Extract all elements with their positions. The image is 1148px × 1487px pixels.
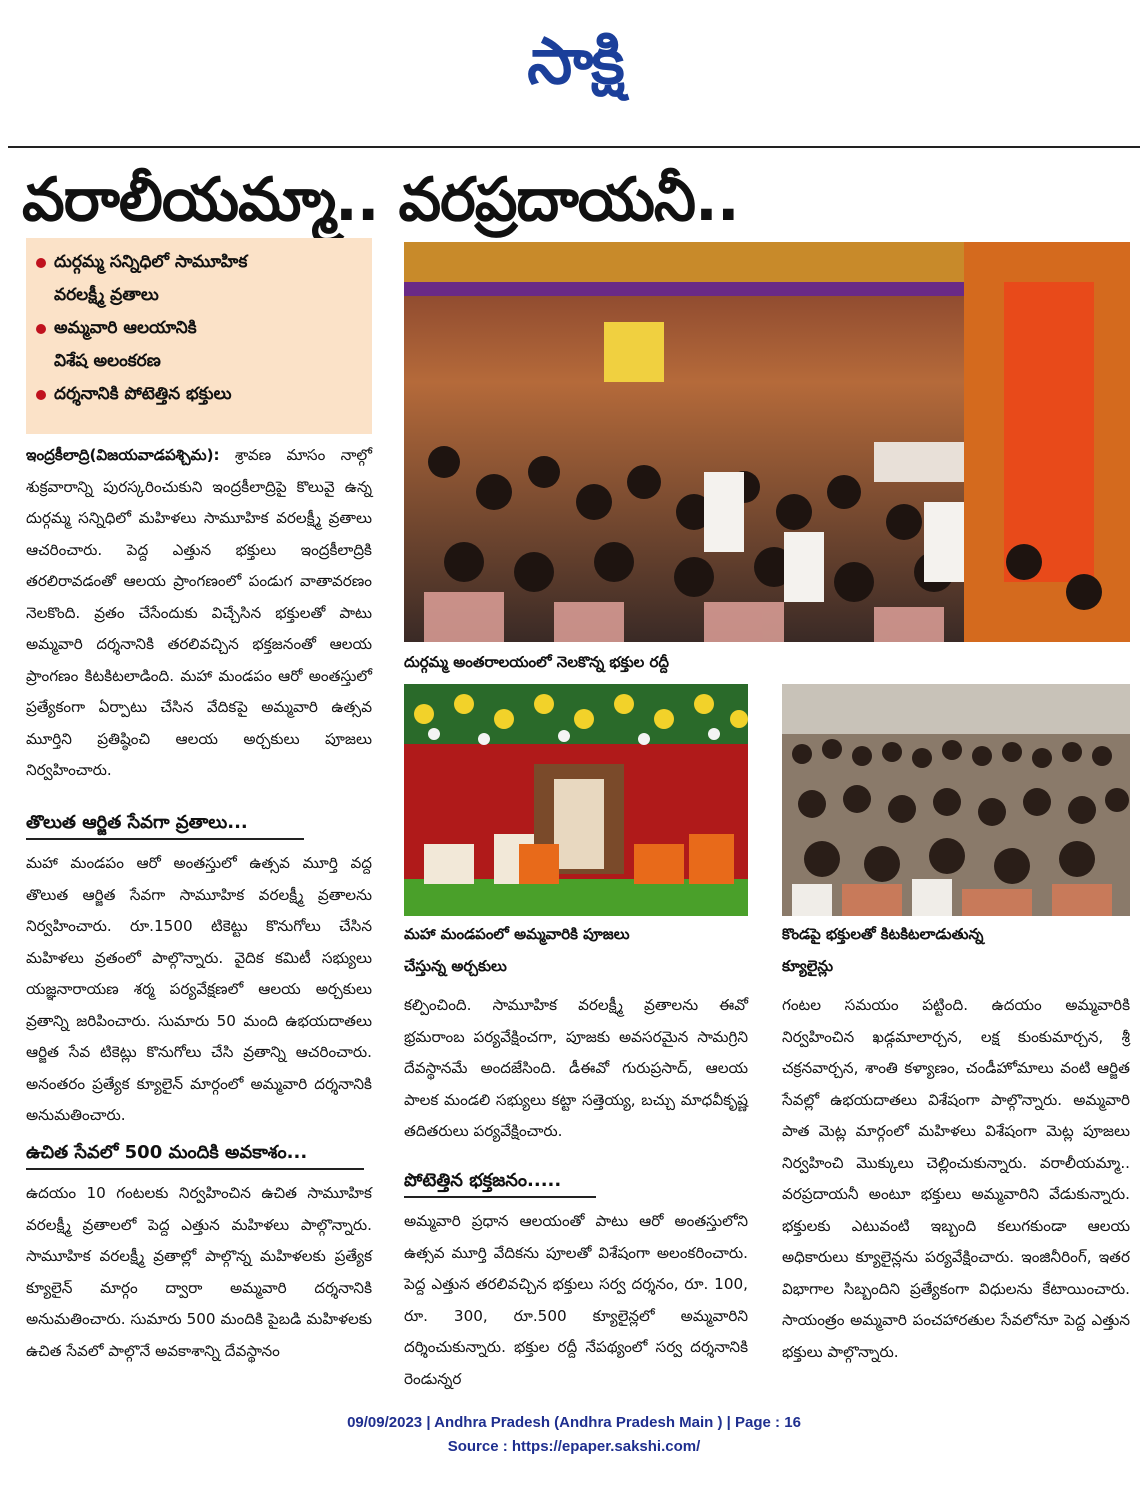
masthead-divider xyxy=(8,146,1140,148)
article-text: ఉదయం 10 గంటలకు నిర్వహించిన ఉచిత సామూహిక వరలక్ష్మీ వ్రతాలలో పెద్ద ఎత్తున మహిళలు పాల్గొన్నారు. సామూహిక వరలక్ష్మీ వ్రతాల్లో పాల్గొన్న మహిళలకు ప్రత్యేక క్యూలైన్ మార్గం ద్వారా అమ్మవారి దర్శనానికి అనుమతించారు. సుమారు 500 మందికి పైబడి మహిళలకు ఉచిత సేవలో పాల్గొనే అవకాశాన్ని దేవస్థానం xyxy=(26,1184,372,1360)
crowd-photo-illustration xyxy=(404,242,1130,642)
article-text: గంటల సమయం పట్టింది. ఉదయం అమ్మవారికి నిర్వహించిన ఖడ్గమాలార్చన, లక్ష కుంకుమార్చన, శ్రీ చక్రనవార్చన, శాంతి కళ్యాణం, చండీహోమాలు వంటి ఆర్జిత సేవల్లో ఉభయదాతలు విశేషంగా పాల్గొన్నారు. అమ్మవారి పాత మెట్ల మార్గంలో మహిళలు విశేషంగా మెట్ల పూజలు నిర్వహించి మొక్కులు చెల్లించుకున్నారు. వరాలీయమ్మా.. వరప్రదాయనీ అంటూ భక్తులు అమ్మవారిని వేడుకున్నారు. భక్తులకు ఎటువంటి ఇబ్బంది కలుగకుండా ఆలయ అధికారులు క్యూలైన్లను పర్యవేక్షించారు. ఇంజినీరింగ్, ఇతర విభాగాల సిబ్బందిని ప్రత్యేకంగా విధులను కేటాయించారు. సాయంత్రం అమ్మవారి పంచహారతుల సేవలోనూ పెద్ద ఎత్తున భక్తులు పాల్గొన్నారు. xyxy=(782,996,1130,1361)
article-col1-sec1 xyxy=(26,848,372,1130)
highlights-box xyxy=(26,238,372,434)
headline: వరాలీయమ్మా.. వరప్రదాయనీ.. xyxy=(22,165,739,235)
priests-photo-illustration xyxy=(404,684,748,916)
highlight-item-cont: వరలక్ష్మీ వ్రతాలు xyxy=(54,285,159,305)
subhead-uchitha-seva: ఉచిత సేవలో 500 మందికి అవకాశం... xyxy=(26,1138,364,1170)
highlight-item: దుర్గమ్మ సన్నిధిలో సామూహిక xyxy=(36,246,362,279)
subhead-arjitha-seva: తొలుత ఆర్జిత సేవగా వ్రతాలు... xyxy=(26,808,304,840)
queue-photo-illustration xyxy=(782,684,1130,916)
left-photo-caption: మహా మండపంలో అమ్మవారికి పూజలు చేస్తున్న అర్చకులు xyxy=(404,925,630,975)
dateline: ఇంద్రకీలాద్రి(విజయవాడపశ్చిమ): xyxy=(26,446,220,464)
article-col2-sec xyxy=(404,1206,748,1388)
article-col1-intro xyxy=(26,440,372,797)
main-photo-caption: దుర్గమ్మ అంతరాలయంలో నెలకొన్న భక్తుల రద్దీ xyxy=(404,653,670,671)
highlight-item-cont: విశేష అలంకరణ xyxy=(54,351,161,371)
sakshi-logo: సాక్షి xyxy=(527,25,623,99)
article-col3 xyxy=(782,990,1130,1374)
article-text: మహా మండపం ఆరో అంతస్తులో ఉత్సవ మూర్తి వద్ద తొలుత ఆర్జిత సేవగా సామూహిక వరలక్ష్మీ వ్రతాలను నిర్వహించారు. రూ.1500 టికెట్టు కొనుగోలు చేసిన మహిళలు వ్రతంలో పాల్గొన్నారు. వైదిక కమిటీ సభ్యులు యజ్ఞనారాయణ శర్మ పర్యవేక్షణలో ఆలయ అర్చకులు వ్రతాన్ని జరిపించారు. సుమారు 50 మంది ఉభయదాతలు ఆర్జిత సేవ టికెట్లు కొనుగోలు చేసి వ్రతాన్ని ఆచరించారు. అనంతరం ప్రత్యేక క్యూలైన్ మార్గంలో అమ్మవారి దర్శనానికి అనుమతించారు. xyxy=(26,854,372,1124)
footer-edition-info: 09/09/2023 | Andhra Pradesh (Andhra Pradesh Main ) | Page : 16 xyxy=(347,1414,801,1431)
subhead-potettina: పోటెత్తిన భక్తజనం..... xyxy=(404,1166,596,1198)
highlight-item: దర్శనానికి పోటెత్తిన భక్తులు xyxy=(36,378,362,411)
photo-queue-lines xyxy=(782,684,1130,916)
photo-priests-pooja xyxy=(404,684,748,916)
article-col2-top xyxy=(404,990,748,1150)
highlight-item: అమ్మవారి ఆలయానికి xyxy=(36,312,362,345)
article-col1-sec2 xyxy=(26,1178,372,1374)
main-photo-devotees xyxy=(404,242,1130,642)
bullet-icon xyxy=(36,390,46,400)
footer-source-link[interactable]: Source : https://epaper.sakshi.com/ xyxy=(447,1438,701,1455)
article-text: అమ్మవారి ప్రధాన ఆలయంతో పాటు ఆరో అంతస్తులోని ఉత్సవ మూర్తి వేదికను పూలతో విశేషంగా అలంకరించారు. పెద్ద ఎత్తున తరలివచ్చిన భక్తులు సర్వ దర్శనం, రూ. 100, రూ. 300, రూ.500 క్యూలైన్లలో అమ్మవారిని దర్శించుకున్నారు. భక్తుల రద్దీ నేపథ్యంలో సర్వ దర్శనానికి రెండున్నర xyxy=(404,1212,748,1388)
bullet-icon xyxy=(36,324,46,334)
article-text: శ్రావణ మాసం నాల్గో శుక్రవారాన్ని పురస్కరించుకుని ఇంద్రకీలాద్రిపై కొలువై ఉన్న దుర్గమ్మ సన్నిధిలో మహిళలు సామూహిక వరలక్ష్మీ వ్రతాలు ఆచరించారు. పెద్ద ఎత్తున భక్తులు ఇంద్రకీలాద్రికి తరలిరావడంతో ఆలయ ప్రాంగణంలో పండుగ వాతావరణం నెలకొంది. వ్రతం చేసేందుకు విచ్చేసిన భక్తులతో పాటు అమ్మవారి దర్శనానికి తరలివచ్చిన భక్తజనంతో ఆలయ ప్రాంగణం కిటకిటలాడింది. మహా మండపం ఆరో అంతస్తులో ప్రత్యేకంగా ఏర్పాటు చేసిన వేదికపై అమ్మవారి ఉత్సవ మూర్తిని ప్రతిష్ఠించి ఆలయ అర్చకులు పూజలు నిర్వహించారు. xyxy=(26,446,372,779)
article-text: కల్పించింది. సామూహిక వరలక్ష్మీ వ్రతాలను ఈవో భ్రమరాంబ పర్యవేక్షించగా, పూజకు అవసరమైన సామగ్రిని దేవస్థానమే అందజేసింది. డీఈవో గురుప్రసాద్, ఆలయ పాలక మండలి సభ్యులు కట్టా సత్తెయ్య, బచ్చు మాధవీకృష్ణ తదితరులు పర్యవేక్షించారు. xyxy=(404,996,748,1140)
bullet-icon xyxy=(36,258,46,268)
right-photo-caption: కొండపై భక్తులతో కిటకిటలాడుతున్న క్యూలైన్లు xyxy=(782,925,984,975)
